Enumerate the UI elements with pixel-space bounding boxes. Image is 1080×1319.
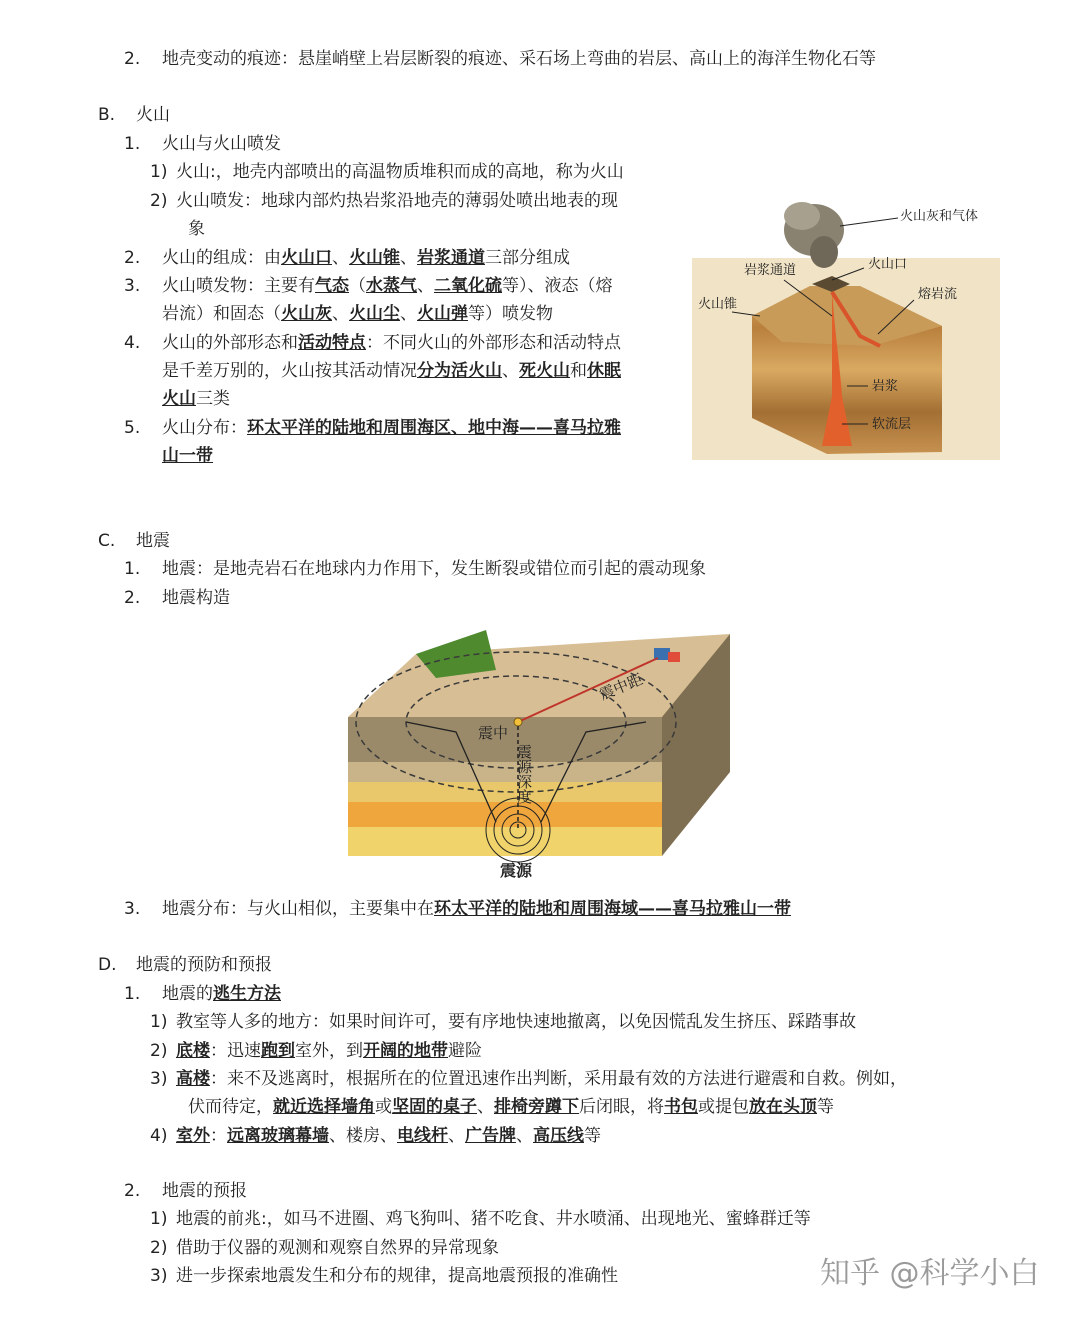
item-text: 、 <box>516 1126 533 1146</box>
item-text: 是千差万别的，火山按其活动情况 <box>162 361 417 381</box>
item-number: 4. <box>124 333 141 353</box>
item-text: 地壳变动的痕迹：悬崖峭壁上岩层断裂的痕迹、采石场上弯曲的岩层、高山上的海洋生物化石等 <box>162 49 876 69</box>
item-text: 室外，到 <box>295 1041 363 1061</box>
item-number: 3. <box>124 276 141 296</box>
keyword: 二氧化硫 <box>434 276 502 296</box>
section-title: 火山 <box>136 105 170 125</box>
house-shape <box>668 652 680 662</box>
item-number: 2. <box>124 1181 141 1201</box>
item-text-continued <box>188 1093 834 1121</box>
item-text-continued <box>162 442 213 470</box>
keyword: 逃生方法 <box>213 984 281 1004</box>
section-letter: C. <box>98 531 116 551</box>
stratum-layer <box>348 827 662 856</box>
watermark: 知乎 @科学小白 <box>820 1256 1040 1291</box>
keyword: 火山灰 <box>281 304 332 324</box>
item-text: 火山:，地壳内部喷出的高温物质堆积而成的高地，称为火山 <box>176 162 624 182</box>
item-number: 2. <box>124 588 141 608</box>
item-number: 2) <box>150 1041 168 1061</box>
item-text-continued: 象 <box>188 219 205 239</box>
keyword: 山一带 <box>162 446 213 466</box>
item-number: 2) <box>150 191 168 211</box>
item-number: 1) <box>150 162 168 182</box>
item-text: 火山的组成：由 <box>162 248 281 268</box>
keyword: 水蒸气 <box>366 276 417 296</box>
section-letter: B. <box>98 105 116 125</box>
item-number: 3) <box>150 1266 168 1286</box>
sub-item <box>150 187 618 215</box>
keyword: 环太平洋的陆地和周围海区、地中海——喜马拉雅 <box>247 418 621 438</box>
keyword: 就近选择墙角 <box>273 1097 375 1117</box>
item-number: 1. <box>124 559 141 579</box>
item-text: （ <box>349 276 366 296</box>
keyword: 高压线 <box>533 1126 584 1146</box>
label-crater: 火山口 <box>868 257 908 272</box>
keyword: 书包 <box>664 1097 698 1117</box>
label-conduit: 岩浆通道 <box>744 263 797 278</box>
item-text: 、 <box>448 1126 465 1146</box>
keyword: 气态 <box>315 276 349 296</box>
list-item <box>124 555 706 583</box>
keyword: 休眠 <box>587 361 621 381</box>
label-epicenter: 震中 <box>478 724 509 742</box>
item-text: 岩流）和固态（ <box>162 304 281 324</box>
item-text: 火山喷发：地球内部灼热岩浆沿地壳的薄弱处喷出地表的现 <box>176 191 618 211</box>
keyword: 跑到 <box>261 1041 295 1061</box>
item-text: ：来不及逃离时，根据所在的位置迅速作出判断，采用最有效的方法进行避震和自救。例如， <box>210 1069 907 1089</box>
item-text: 地震的预报 <box>162 1181 247 1201</box>
section-letter: D. <box>98 955 117 975</box>
item-text: 、 <box>400 248 417 268</box>
item-text-continued <box>162 300 553 328</box>
keyword: 火山 <box>162 389 196 409</box>
keyword: 活动特点 <box>298 333 366 353</box>
label-ash: 火山灰和气体 <box>900 209 979 224</box>
item-text: 等）喷发物 <box>468 304 553 324</box>
item-text: 火山喷发物：主要有 <box>162 276 315 296</box>
item-text: 火山的外部形态和 <box>162 333 298 353</box>
list-item <box>124 244 570 272</box>
label-lava: 熔岩流 <box>918 287 958 302</box>
item-number: 1. <box>124 984 141 1004</box>
item-text: 借助于仪器的观测和观察自然界的异常现象 <box>176 1238 499 1258</box>
item-number: 3) <box>150 1069 168 1089</box>
list-item <box>124 895 791 923</box>
sub-item <box>150 1234 499 1262</box>
item-text: 、 <box>332 248 349 268</box>
stratum-layer <box>348 802 662 827</box>
keyword: 分为活火山 <box>417 361 502 381</box>
item-text: 或提包 <box>698 1097 749 1117</box>
item-text: ： <box>210 1126 227 1146</box>
item-number: 5. <box>124 418 141 438</box>
item-number: 1) <box>150 1012 168 1032</box>
label-cone: 火山锥 <box>698 297 738 312</box>
item-text: ：不同火山的外部形态和活动特点 <box>366 333 621 353</box>
item-text-continued <box>162 385 230 413</box>
item-number: 2. <box>124 248 141 268</box>
sub-item <box>150 1122 601 1150</box>
keyword: 排椅旁蹲下 <box>494 1097 579 1117</box>
item-text: 地震：是地壳岩石在地球内力作用下，发生断裂或错位而引起的震动现象 <box>162 559 706 579</box>
item-number: 2) <box>150 1238 168 1258</box>
list-item <box>124 130 281 158</box>
item-text: 地震构造 <box>162 588 230 608</box>
item-number: 1. <box>124 134 141 154</box>
item-text: 地震的 <box>162 984 213 1004</box>
section-heading-b <box>98 101 170 129</box>
keyword: 高楼 <box>176 1069 210 1089</box>
keyword: 坚固的桌子 <box>392 1097 477 1117</box>
item-text: ：迅速 <box>210 1041 261 1061</box>
keyword: 火山口 <box>281 248 332 268</box>
item-text: 、楼房、 <box>329 1126 397 1146</box>
keyword: 底楼 <box>176 1041 210 1061</box>
list-item <box>124 980 281 1008</box>
keyword: 死火山 <box>519 361 570 381</box>
section-title: 地震的预防和预报 <box>136 955 272 975</box>
sub-item <box>150 1262 618 1290</box>
sub-item <box>150 1065 907 1093</box>
label-focus: 震源 <box>500 861 533 880</box>
ash-column <box>810 236 838 268</box>
item-text: 火山分布： <box>162 418 247 438</box>
list-item <box>124 1177 247 1205</box>
item-text: 伏而待定， <box>188 1097 273 1117</box>
section-heading-c <box>98 527 170 555</box>
item-text: 、 <box>332 304 349 324</box>
keyword: 远离玻璃幕墙 <box>227 1126 329 1146</box>
keyword: 开阔的地带 <box>363 1041 448 1061</box>
item-number: 1) <box>150 1209 168 1229</box>
keyword: 电线杆 <box>397 1126 448 1146</box>
label-magma: 岩浆 <box>872 379 899 394</box>
item-text: 、 <box>400 304 417 324</box>
item-text: 教室等人多的地方：如果时间许可，要有序地快速地撤离，以免因慌乱发生挤压、踩踏事故 <box>176 1012 856 1032</box>
keyword: 环太平洋的陆地和周围海域——喜马拉雅山一带 <box>434 899 791 919</box>
list-item <box>124 329 621 357</box>
sub-item <box>150 158 624 186</box>
item-text: 三部分组成 <box>485 248 570 268</box>
item-text: 地震分布：与火山相似，主要集中在 <box>162 899 434 919</box>
list-item <box>124 584 230 612</box>
keyword: 火山弹 <box>417 304 468 324</box>
keyword: 火山锥 <box>349 248 400 268</box>
list-item <box>124 414 621 442</box>
item-text: 等）、液态（熔 <box>502 276 613 296</box>
keyword: 火山尘 <box>349 304 400 324</box>
item-text: 、 <box>502 361 519 381</box>
keyword: 岩浆通道 <box>417 248 485 268</box>
item-text: 、 <box>477 1097 494 1117</box>
ash-cloud-puff <box>784 202 820 230</box>
sub-item <box>150 1008 856 1036</box>
label-asthenosphere: 软流层 <box>872 417 912 432</box>
sub-item <box>150 1037 482 1065</box>
label-epicentral-distance: 震中距 <box>596 670 646 704</box>
earthquake-diagram <box>346 622 732 884</box>
keyword: 广告牌 <box>465 1126 516 1146</box>
list-item <box>124 272 613 300</box>
item-number: 4) <box>150 1126 168 1146</box>
list-item <box>124 45 876 73</box>
item-text: 等 <box>817 1097 834 1117</box>
item-text: 地震的前兆:，如马不进圈、鸡飞狗叫、猪不吃食、井水喷涌、出现地光、蜜蜂群迁等 <box>176 1209 811 1229</box>
item-text: 或 <box>375 1097 392 1117</box>
item-text: 和 <box>570 361 587 381</box>
item-text: 、 <box>417 276 434 296</box>
section-heading-d <box>98 951 272 979</box>
keyword: 室外 <box>176 1126 210 1146</box>
item-text: 后闭眼，将 <box>579 1097 664 1117</box>
label-focal-depth: 震源深度 <box>515 744 533 804</box>
stratum-layer <box>348 782 662 802</box>
item-text-continued <box>162 357 621 385</box>
item-text: 进一步探索地震发生和分布的规律，提高地震预报的准确性 <box>176 1266 618 1286</box>
item-text: 避险 <box>448 1041 482 1061</box>
volcano-diagram <box>692 196 1002 462</box>
stratum-layer <box>348 762 662 782</box>
leader-line <box>840 218 898 226</box>
item-text: 等 <box>584 1126 601 1146</box>
sub-item <box>150 1205 811 1233</box>
epicenter-point <box>514 718 522 726</box>
keyword: 放在头顶 <box>749 1097 817 1117</box>
item-number: 3. <box>124 899 141 919</box>
section-title: 地震 <box>136 531 170 551</box>
item-number: 2. <box>124 49 141 69</box>
item-text: 火山与火山喷发 <box>162 134 281 154</box>
item-text: 三类 <box>196 389 230 409</box>
